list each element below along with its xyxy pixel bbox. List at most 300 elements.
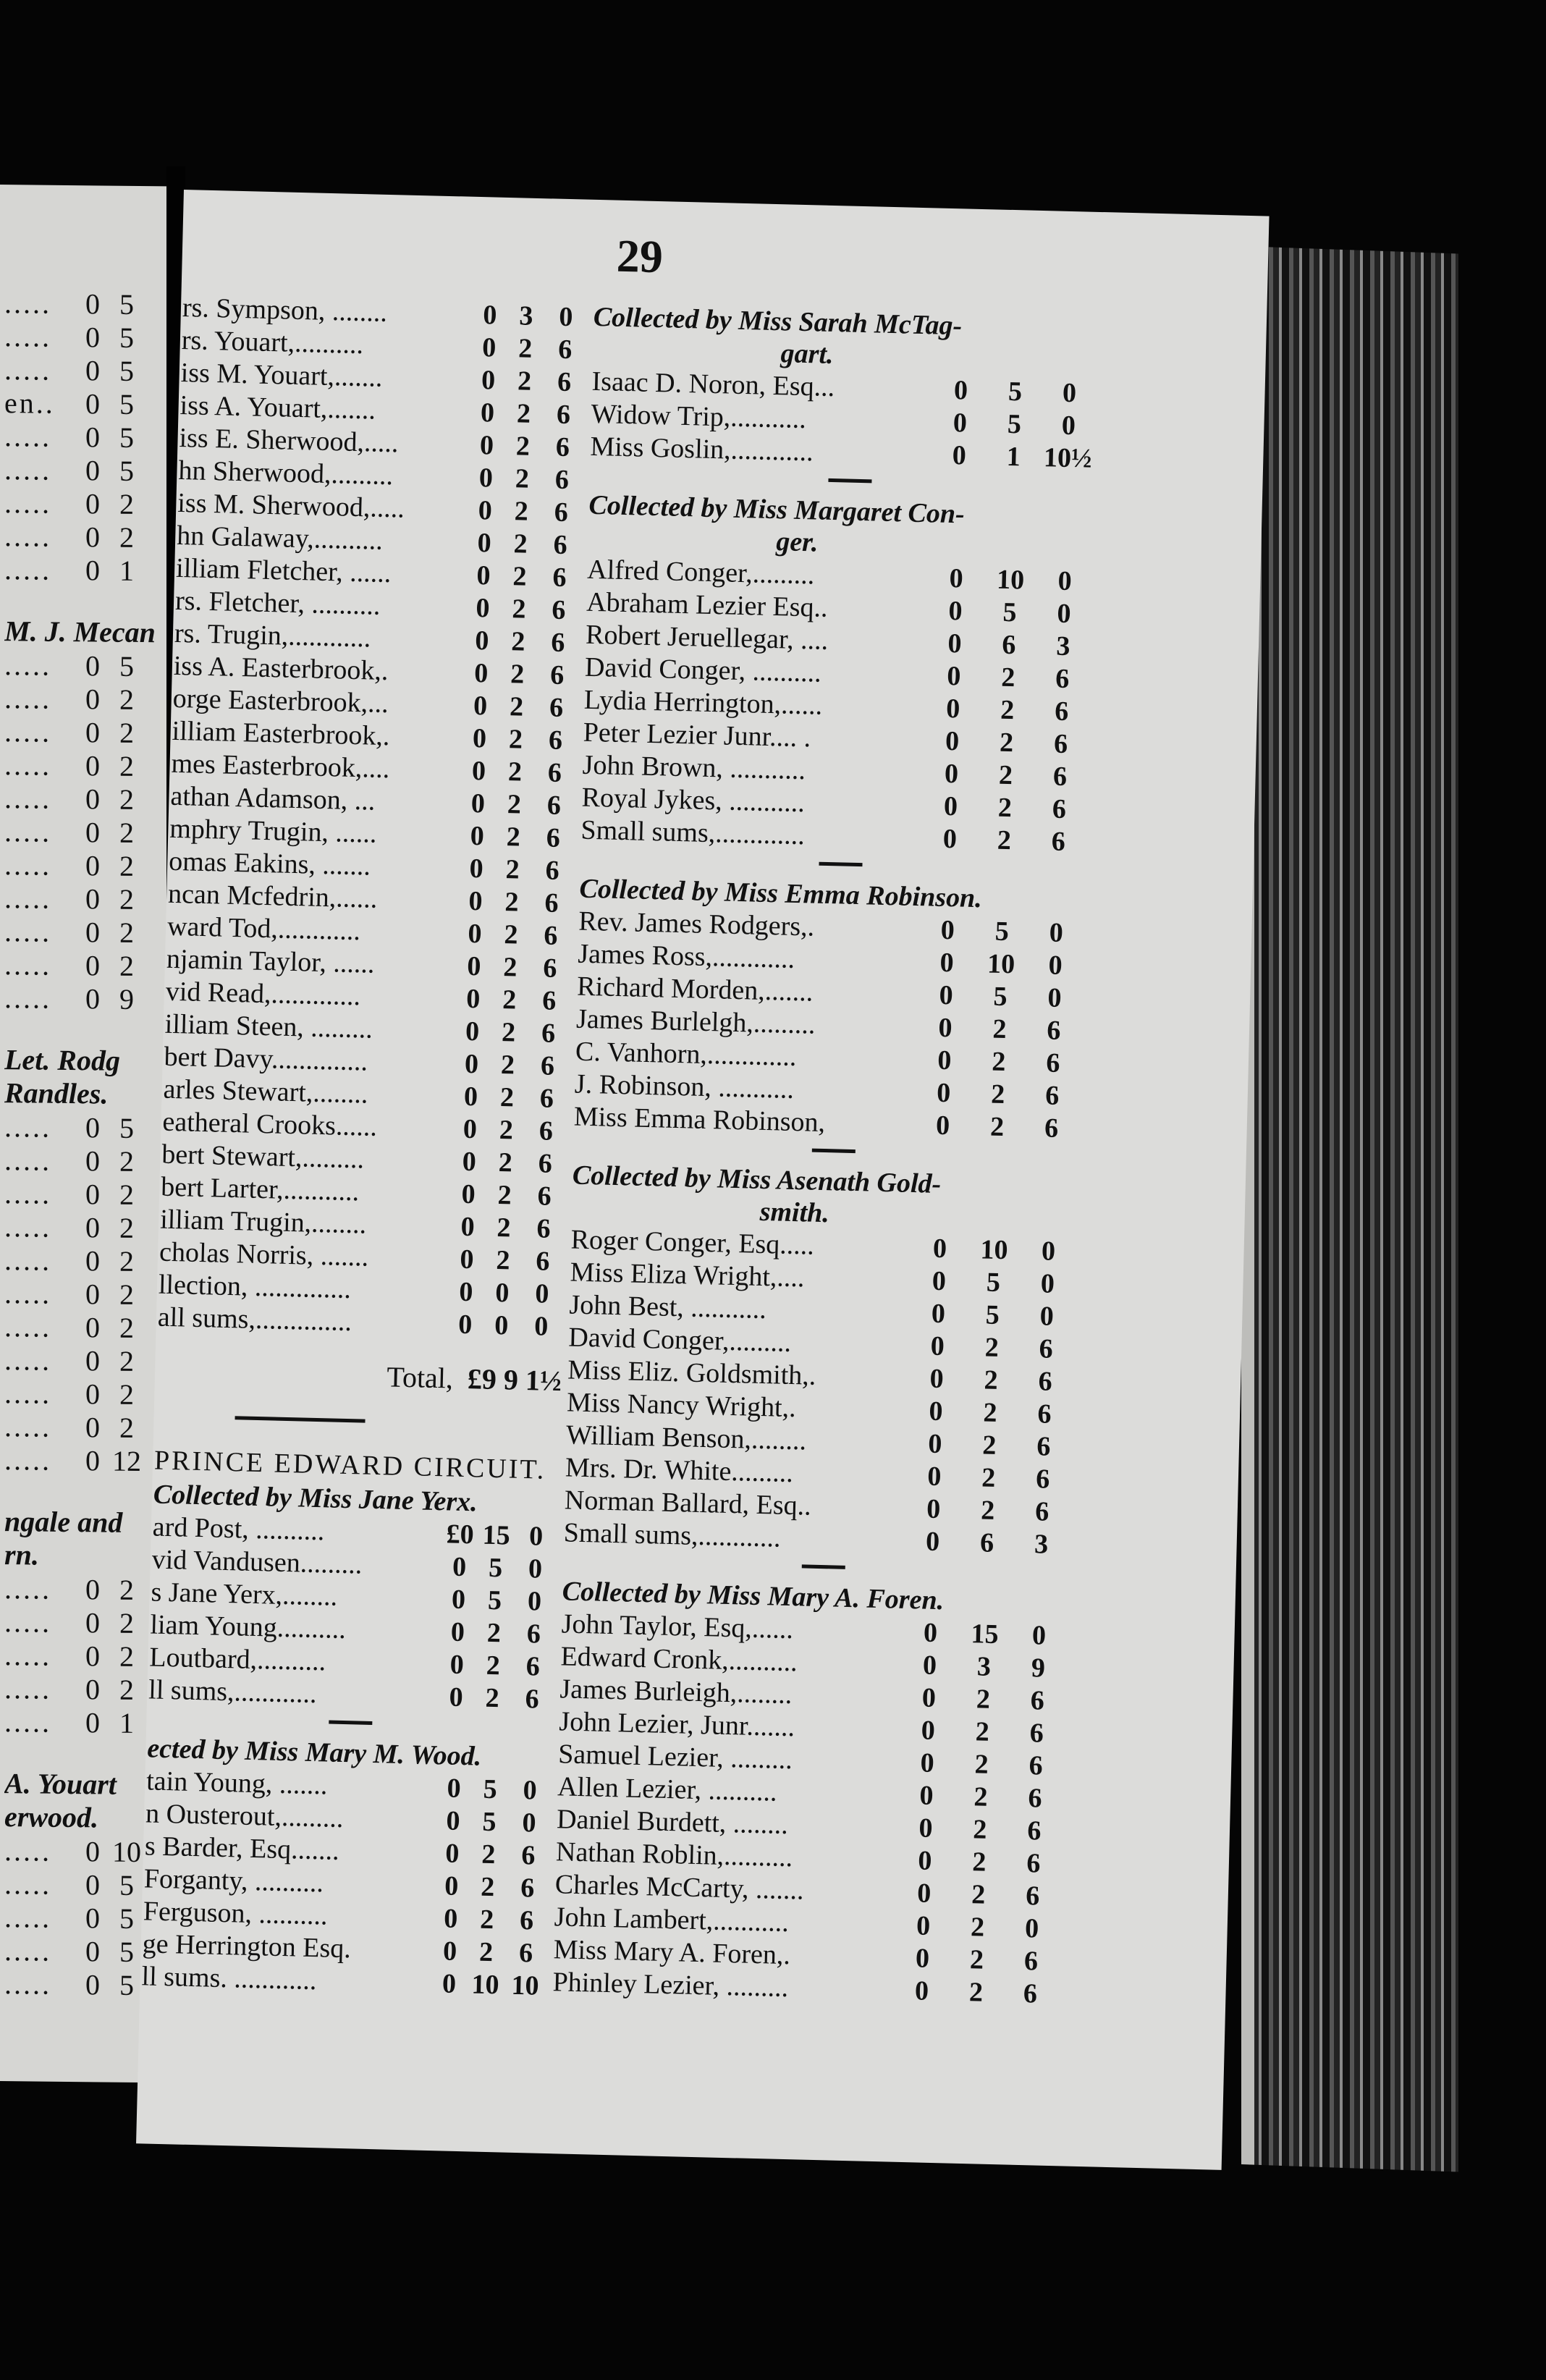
amount-shillings: 2 [980,1494,995,1526]
amount-pence: 2 [119,1211,134,1244]
amount-shillings: 1 [1006,441,1021,472]
amount-shillings: 2 [506,821,521,853]
donor-name: athan Adamson, ... [170,780,376,816]
amount-pence: 10 [511,1970,540,2001]
left-page-row [4,648,167,683]
amount-pence: 9 [1031,1652,1046,1684]
left-page-leader: ..... [4,486,51,520]
section-divider [802,1564,845,1569]
amount-pounds: 0 [468,918,483,949]
left-page-row [4,1638,167,1673]
amount-pence: 6 [1028,1782,1043,1814]
amount-pounds: 0 [921,1682,937,1713]
amount-pounds: 0 [481,332,497,363]
amount-shillings: 0 [85,1343,100,1377]
amount-shillings: 2 [498,1147,513,1178]
amount-pounds: 0 [942,823,958,854]
left-page-leader: ..... [4,286,51,320]
amount-pence: 2 [119,1278,134,1311]
left-page-heading: erwood. [4,1800,98,1834]
amount-shillings: 2 [990,1079,1005,1110]
amount-pounds: 0 [943,790,958,822]
amount-shillings: 3 [976,1650,992,1682]
amount-shillings: 0 [85,815,100,848]
amount-shillings: 2 [497,1212,512,1243]
amount-pence: 6 [1053,728,1068,759]
amount-pence: 6 [1052,793,1067,824]
amount-shillings: 2 [989,1111,1005,1142]
amount-pence: 0 [528,1553,543,1584]
donor-name: Isaac D. Noron, Esq... [591,366,835,402]
donor-name: Miss Mary A. Foren,. [553,1933,791,1970]
amount-shillings: 5 [1008,376,1023,407]
amount-shillings: 0 [85,1672,100,1705]
amount-shillings: 2 [515,463,530,494]
amount-shillings: 5 [986,1267,1001,1298]
donor-name: Miss Eliza Wright,.... [570,1256,805,1293]
amount-pounds: 0 [466,950,481,982]
left-page-row [4,914,167,949]
donor-name: John Lezier, Junr....... [558,1705,795,1742]
donor-name: Widow Trip,........... [591,398,807,434]
left-page-leader: ..... [4,1638,51,1672]
donor-name: Roger Conger, Esq..... [570,1224,815,1261]
amount-shillings: 2 [981,1429,997,1461]
left-page-row [4,552,167,587]
amount-pence: 6 [1045,1047,1060,1079]
amount-pence: 0 [534,1278,549,1309]
donor-name: bert Davy.............. [164,1041,368,1077]
left-page-leader: ..... [4,1243,51,1277]
amount-shillings: 0 [85,1705,100,1739]
amount-shillings: 2 [507,788,522,820]
amount-pence: 6 [525,1683,540,1715]
amount-pence: 6 [553,529,568,560]
amount-pounds: 0 [460,1211,476,1242]
amount-pounds: 0 [457,1309,473,1340]
amount-shillings: 0 [85,1210,100,1244]
amount-shillings: 2 [499,1114,514,1145]
amount-pounds: £0 [446,1518,475,1550]
amount-pence: 0 [1057,565,1073,596]
amount-pence: 0 [523,1774,538,1806]
collector-heading: Collected by Miss Mary A. Foren. [562,1576,945,1616]
donor-name: Small sums,............ [563,1516,782,1553]
amount-shillings: 2 [512,560,528,592]
donor-name: iss M. Youart,....... [180,357,383,393]
amount-pounds: 0 [482,299,497,331]
donor-name: J. Robinson, ........... [574,1068,795,1105]
amount-shillings: 2 [971,1878,986,1910]
donor-name: eatheral Crooks...... [162,1106,378,1142]
amount-pence: 0 [1057,598,1072,629]
amount-pence: 1 [119,554,134,587]
amount-pence: 2 [119,1311,134,1344]
donor-name: Mrs. Dr. White......... [565,1451,794,1488]
amount-pence: 6 [1023,1945,1039,1977]
amount-pence: 0 [527,1585,542,1617]
amount-pence: 10 [112,1835,141,1868]
left-page-row [4,1671,167,1706]
amount-pence: 6 [551,594,566,625]
amount-pence: 6 [518,1937,533,1969]
amount-pence: 6 [535,1245,550,1277]
donor-name: cholas Norris, ....... [159,1236,369,1273]
donor-name: rs. Fletcher, .......... [174,585,381,621]
amount-shillings: 0 [85,1901,100,1934]
amount-shillings: 0 [85,1177,100,1210]
amount-pence: 5 [119,649,134,683]
left-page-leader: ..... [4,452,51,486]
donor-name: liam Young.......... [150,1608,347,1645]
amount-pence: 6 [1034,1495,1049,1527]
left-page-leader: ..... [4,519,51,553]
amount-pence: 6 [544,887,559,919]
amount-pence: 6 [557,334,573,365]
amount-pence: 0 [1048,950,1063,981]
amount-pence: 6 [1038,1365,1053,1397]
amount-pence: 6 [549,659,565,691]
amount-shillings: 2 [981,1461,996,1493]
donor-name: John Brown, ........... [582,749,806,785]
amount-shillings: 2 [1000,694,1015,725]
left-page-leader: ..... [4,1409,51,1443]
amount-pence: 6 [1036,1430,1051,1462]
amount-pence: 5 [119,1902,134,1935]
amount-pence: 6 [549,692,564,723]
left-page-row [4,319,167,354]
amount-shillings: 2 [516,397,531,429]
amount-pence: 10½ [1043,442,1093,474]
donor-name: William Benson,........ [565,1419,807,1456]
amount-shillings: 2 [478,1936,494,1967]
amount-pounds: 0 [465,983,481,1014]
amount-pence: 5 [119,421,134,454]
section-divider [819,862,862,866]
donor-name: ard Post, .......... [152,1511,325,1546]
amount-pounds: 0 [449,1649,465,1680]
left-page-leader: ..... [4,848,51,882]
amount-shillings: 0 [85,1934,100,1967]
donor-name: Miss Eliz. Goldsmith,. [567,1354,816,1391]
amount-pence: 0 [1061,410,1076,441]
amount-pence: 0 [1062,377,1077,408]
amount-pounds: 0 [480,397,495,429]
amount-shillings: 5 [487,1584,502,1616]
amount-pence: 5 [119,454,134,487]
amount-shillings: 15 [971,1618,1000,1650]
amount-pounds: 0 [450,1616,465,1647]
amount-shillings: 2 [511,593,527,625]
amount-shillings: 5 [1007,408,1022,439]
amount-pence: 6 [520,1872,535,1904]
left-page-row [4,419,167,454]
amount-pence: 2 [119,816,134,849]
donor-name: hn Sherwood,......... [178,455,394,491]
amount-pounds: 0 [917,1844,932,1876]
donor-name: John Taylor, Esq,...... [561,1608,794,1645]
left-page-leader: ..... [4,981,51,1015]
donor-name: omas Eakins, ....... [168,845,371,882]
left-page-leader: ..... [4,881,51,915]
amount-shillings: 2 [973,1781,989,1813]
left-page-row [4,452,167,487]
amount-shillings: 2 [968,1976,984,2008]
right-page [136,190,1270,2170]
donor-name: Richard Morden,....... [576,971,814,1008]
collector-heading-continued: ger. [775,526,819,558]
donor-name: iss A. Youart,....... [179,389,376,426]
amount-shillings: 2 [500,1049,515,1081]
amount-shillings: 2 [481,1839,496,1870]
amount-pence: 6 [547,757,562,788]
amount-pounds: 0 [442,1967,457,1999]
amount-shillings: 15 [482,1519,511,1551]
amount-pounds: 0 [919,1780,934,1811]
donor-name: Nathan Roblin,.......... [555,1836,793,1873]
amount-pence: 0 [1047,982,1063,1013]
amount-pounds: 0 [952,439,967,471]
amount-shillings: 2 [495,1244,511,1275]
left-page-leader: ..... [4,714,51,748]
amount-pence: 6 [554,497,569,528]
amount-pounds: 0 [939,947,955,978]
amount-pence: 2 [119,1640,134,1673]
donor-name: ward Tod,............ [166,911,361,946]
donor-name: illiam Easterbrook,. [172,715,390,751]
amount-pounds: 0 [920,1747,935,1778]
amount-pounds: 0 [918,1812,934,1844]
amount-shillings: 0 [85,915,100,948]
donor-name: rs. Sympson, ........ [182,292,388,328]
left-page-row [4,814,167,849]
donor-name: David Conger,......... [567,1321,792,1358]
amount-shillings: 0 [85,682,100,715]
donor-name: illiam Trugin,........ [159,1204,367,1240]
donor-name: Miss Emma Robinson, [573,1101,826,1138]
amount-shillings: 0 [85,1377,100,1410]
donor-name: Edward Cronk,.......... [560,1640,798,1677]
left-page-leader: ..... [4,1110,51,1144]
amount-pounds: 0 [444,1870,459,1902]
amount-shillings: 0 [85,649,100,682]
amount-shillings: 0 [85,1605,100,1639]
amount-pence: 12 [112,1444,141,1477]
amount-pence: 0 [1040,1267,1055,1299]
left-page [0,185,168,2082]
donor-name: mes Easterbrook,.... [171,748,390,784]
amount-pence: 6 [1039,1333,1054,1364]
amount-pounds: 0 [478,494,493,526]
amount-shillings: 2 [515,430,531,462]
amount-shillings: 0 [85,520,100,553]
amount-pounds: 0 [474,625,489,656]
amount-shillings: 0 [85,387,100,420]
left-page-leader: ..... [4,1443,51,1477]
amount-pence: 5 [119,387,134,421]
left-page-leader: ..... [4,1900,51,1934]
amount-shillings: 2 [984,1364,999,1396]
amount-pence: 6 [543,919,558,951]
amount-pounds: 0 [940,914,955,945]
column-right [552,301,1115,2011]
amount-shillings: 2 [513,528,528,560]
left-page-row [4,1705,167,1739]
donor-name: Abraham Lezier Esq.. [586,586,829,623]
amount-pounds: 0 [915,1942,930,1974]
left-page-row [4,1210,167,1244]
amount-pounds: 0 [470,788,486,819]
amount-pounds: 0 [458,1276,473,1307]
amount-pounds: 0 [451,1584,466,1615]
amount-pounds: 0 [462,1146,477,1177]
amount-pence: 6 [554,464,570,495]
left-page-leader: ..... [4,552,51,586]
amount-pence: 2 [119,1377,134,1411]
amount-pence: 0 [558,301,573,332]
amount-shillings: 2 [509,691,524,722]
amount-pounds: 0 [473,657,489,688]
left-page-leader: ..... [4,1671,51,1705]
left-page-leader: ..... [4,1276,51,1310]
amount-pence: 6 [538,1147,553,1179]
left-page-leader: ..... [4,1705,51,1739]
amount-pence: 6 [1028,1750,1044,1781]
donor-name: hn Galaway,.......... [176,520,384,556]
amount-pounds: 0 [471,755,486,786]
amount-shillings: 10 [996,564,1025,596]
amount-pounds: 0 [938,1012,953,1043]
donor-name: Small sums,............. [580,814,806,851]
amount-pence: 2 [119,1144,134,1178]
left-page-leader: ..... [4,1867,51,1901]
amount-pounds: 0 [472,722,487,754]
amount-pounds: 0 [922,1650,937,1681]
amount-pounds: 0 [936,1077,951,1108]
amount-pounds: 0 [953,374,968,406]
amount-shillings: 2 [503,919,519,950]
amount-pence: 0 [522,1807,537,1839]
left-page-row [4,486,167,520]
amount-shillings: 2 [970,1911,985,1943]
amount-pence: 5 [119,1111,134,1144]
amount-shillings: 0 [85,882,100,915]
amount-pence: 6 [1026,1815,1042,1847]
amount-shillings: 0 [85,982,100,1015]
total-row [156,1349,562,1403]
donor-name: ncan Mcfedrin,...... [167,878,378,914]
amount-shillings: 2 [507,756,523,788]
amount-shillings: 10 [987,948,1015,979]
left-page-row [4,519,167,554]
left-page-leader: ..... [4,1143,51,1177]
amount-shillings: 2 [501,1016,516,1048]
left-page-column [4,286,167,2001]
left-page-leader: ..... [4,319,51,353]
left-page-leader: ..... [4,1967,51,2001]
amount-pence: 6 [1046,1014,1061,1046]
amount-pence: 6 [536,1212,552,1244]
left-page-heading: Let. Rodg [4,1043,120,1077]
amount-pounds: 0 [923,1617,938,1648]
amount-shillings: 0 [85,287,100,320]
left-page-row [4,1376,167,1411]
amount-shillings: 5 [994,916,1010,947]
amount-pence: 6 [525,1650,541,1682]
amount-pounds: 0 [916,1877,932,1909]
amount-pence: 2 [119,1178,134,1211]
donor-name: C. Vanhorn,............. [575,1036,797,1072]
amount-pence: 1 [119,1706,134,1739]
left-page-row [4,1571,167,1606]
amount-shillings: 0 [85,715,100,748]
amount-pounds: 0 [452,1551,467,1582]
amount-pence: 6 [537,1180,552,1212]
amount-pence: 0 [1031,1619,1047,1651]
section-divider [329,1721,372,1725]
amount-pence: 2 [119,1573,134,1606]
left-page-heading: M. J. Mecan [4,615,156,649]
amount-shillings: 2 [505,853,520,885]
donor-name: vid Read,............. [165,976,361,1011]
amount-shillings: 2 [999,727,1014,758]
left-page-leader: ..... [4,948,51,982]
amount-shillings: 5 [483,1773,498,1805]
donor-name: Lydia Herrington,...... [583,684,823,721]
amount-pence: 6 [520,1839,536,1871]
amount-shillings: 6 [979,1527,994,1558]
section-divider [812,1149,856,1153]
amount-pence: 2 [119,1344,134,1377]
amount-shillings: 0 [85,1310,100,1343]
donor-name: Royal Jykes, ........... [581,782,806,818]
donor-name: Rev. James Rodgers,. [578,906,815,942]
amount-pounds: 0 [945,693,960,724]
amount-pence: 2 [119,949,134,982]
left-page-row [4,1443,167,1477]
amount-shillings: 2 [510,658,525,690]
donor-name: Robert Jeruellegar, .... [585,619,829,656]
donor-name: ll sums,............ [148,1674,318,1709]
amount-pounds: 0 [947,628,963,659]
left-page-leader: ..... [4,1176,51,1210]
donor-name: arles Stewart,........ [163,1073,368,1110]
amount-pence: 6 [1035,1463,1050,1495]
amount-shillings: 5 [1002,596,1018,628]
amount-pence: 2 [119,683,134,716]
amount-pounds: 0 [945,725,960,756]
amount-pence: 6 [556,399,571,430]
amount-shillings: 5 [488,1552,503,1583]
amount-pence: 6 [1029,1717,1044,1749]
left-page-leader: ..... [4,1605,51,1639]
amount-shillings: 2 [502,984,517,1016]
donor-name: David Conger, .......... [584,651,822,688]
left-page-row [4,848,167,882]
amount-pounds: 0 [952,407,968,439]
left-page-leader: ..... [4,419,51,453]
amount-pence: 5 [119,1935,134,1968]
amount-shillings: 0 [85,1410,100,1443]
amount-pounds: 0 [935,1110,950,1141]
left-page-leader: ..... [4,353,51,387]
amount-pounds: 0 [937,1045,952,1076]
amount-pounds: 0 [948,595,963,626]
amount-pence: 0 [1039,1300,1055,1332]
amount-shillings: 2 [972,1813,987,1845]
donor-name: llection, .............. [158,1269,352,1304]
spacer [4,586,167,616]
